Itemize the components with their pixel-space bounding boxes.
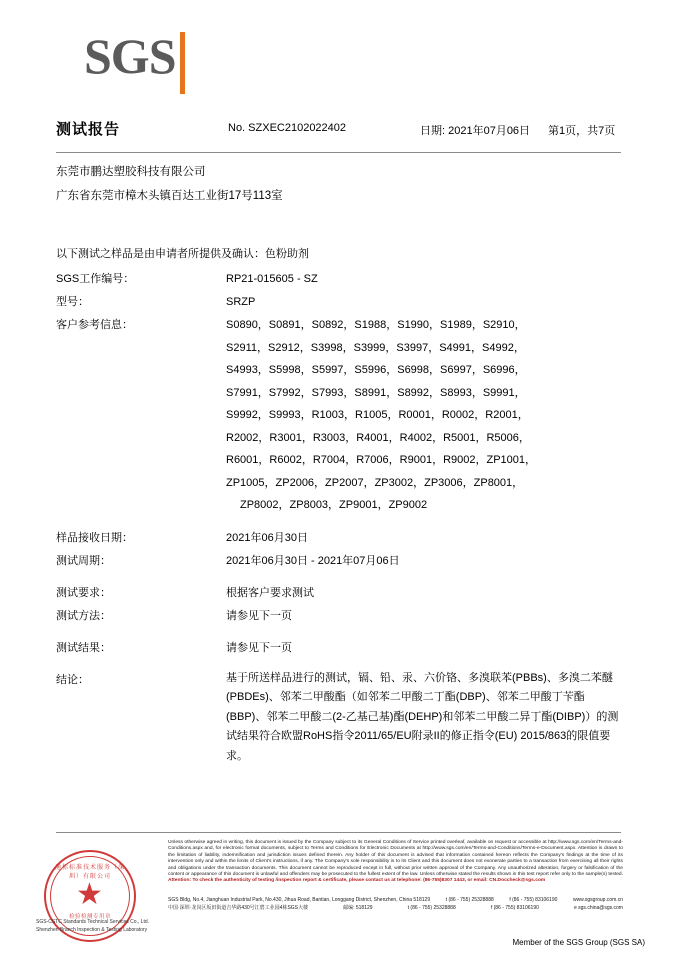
field-conclusion — [56, 669, 621, 767]
field-test-requirement — [56, 582, 621, 604]
field-label: 测试要求： — [56, 586, 111, 599]
footer-address-row-en — [168, 896, 623, 904]
field-list — [56, 268, 621, 767]
field-value: 请参见下一页 — [226, 609, 292, 622]
sgs-logo — [84, 30, 204, 86]
seal-caption-line-2: Shenzhen Branch Inspection & Testing Laboratory — [36, 927, 148, 933]
field-value: 2021年06月30日 - 2021年07月06日 — [226, 554, 400, 567]
footer-email-cn[interactable]: e sgs.china@sgs.com — [573, 905, 623, 911]
field-value: 根据客户要求测试 — [226, 586, 314, 599]
footer-address-en: SGS Bldg, No.4, Jianghuan Industrial Park, No.430, Jihua Road, Bantian, Longgang District, Shenzhen, China 518129 — [168, 897, 431, 903]
field-value: 2021年06月30日 — [226, 531, 308, 544]
field-label: 样品接收日期： — [56, 531, 133, 544]
page-indicator: 第1页，共7页 — [548, 125, 616, 137]
footer-address-block — [168, 896, 623, 912]
field-client-reference — [56, 314, 621, 517]
company-name: 东莞市鹏达塑胶科技有限公司 — [56, 166, 206, 178]
sample-statement: 以下测试之样品是由申请者所提供及确认：色粉助剂 — [56, 248, 309, 260]
seal-caption-line-1: SGS-CSTC Standards Technical Services Co., Ltd. — [36, 919, 150, 925]
page-title: 测试报告 — [56, 121, 121, 138]
footer-website[interactable]: www.sgsgroup.com.cn — [572, 897, 623, 903]
footer-tel-cn: t (86 - 755) 25328888 — [407, 905, 456, 911]
field-received-date — [56, 527, 621, 549]
seal-top-text: 通标标准技术服务（深圳）有限公司 — [54, 865, 125, 880]
footer-tel-en: t (86 - 755) 25328888 — [445, 897, 494, 903]
client-reference-values — [226, 314, 621, 517]
seal-caption — [36, 918, 166, 934]
footer-fax-en: f (86 - 755) 83106190 — [509, 897, 558, 903]
logo-text: SGS — [84, 28, 176, 84]
header-divider — [56, 152, 621, 153]
client-ref-line: S0890，S0891，S0892，S1988，S1990，S1989，S2910， — [226, 319, 526, 331]
field-test-period — [56, 550, 621, 572]
footer-address-row-cn — [168, 904, 623, 912]
field-label: 测试周期： — [56, 554, 111, 567]
field-label: 型号： — [56, 296, 89, 308]
seal-bottom-text: 检验检测专用章 — [68, 914, 111, 920]
client-ref-line: R6001，R6002，R7004，R7006，R9001，R9002，ZP1001， — [226, 454, 537, 466]
footer-member-note: Member of the SGS Group (SGS SA) — [512, 938, 645, 947]
client-ref-line: ZP8002，ZP8003，ZP9001，ZP9002 — [240, 499, 428, 511]
client-ref-line: S2911，S2912，S3998，S3999，S3997，S4991，S4992， — [226, 341, 525, 354]
field-test-method — [56, 605, 621, 627]
field-label: 结论： — [56, 673, 89, 686]
field-job-no — [56, 268, 621, 290]
footer-divider — [56, 832, 621, 833]
footer-terms — [168, 840, 623, 885]
report-number: No. SZXEC2102022402 — [228, 122, 347, 134]
field-label: 客户参考信息： — [56, 319, 133, 331]
field-label: SGS工作编号： — [56, 273, 135, 285]
footer-address-cn: 中国·深圳·龙岗区坂田街道吉华路430号江碧工业园4栋SGS大楼 — [168, 905, 309, 911]
star-icon: ★ — [76, 878, 103, 911]
footer-terms-text: Unless otherwise agreed in writing, this document is issued by the Company subject to its General Conditions of Service printed overleaf, available on request or accessible at http://www.sgs.com/en/Terms-and-Conditions.aspx and, for electronic format documents, subject to Terms and Conditions for Electronic Documents at http://www.sgs.com/en/Terms-and-Conditions/Terms-e-Document.aspx. Attention is drawn to the limitation of liability, indemnification and jurisdiction issues defined therein. Any holder of this document is advised that information contained hereon reflects the Company's findings at the time of its intervention only and within the limits of Client's instructions, if any. The Company's sole responsibility is to its Client and this document does not exonerate parties to a transaction from exercising all their rights and obligations under the transaction documents. This document cannot be reproduced except in full, without prior written approval of the Company. Any unauthorized alteration, forgery or falsification of the content or appearance of this document is unlawful and offenders may be prosecuted to the fullest extent of the law. Unless otherwise stated the results shown in this test report refer only to the sample(s) tested. — [168, 840, 623, 878]
client-ref-line: S7991，S7992，S7993，S8991，S8992，S8993，S9991， — [226, 386, 526, 399]
report-header — [56, 118, 621, 152]
client-ref-line: R2002，R3001，R3003，R4001，R4002，R5001，R5006， — [226, 431, 530, 444]
conclusion-text: 基于所送样品进行的测试，镉、铅、汞、六价铬、多溴联苯(PBBs)、多溴二苯醚(PBDEs)、邻苯二甲酸酯（如邻苯二甲酸二丁酯(DBP)、邻苯二甲酸丁苄酯(BBP)、邻苯二甲酸二(2-乙基己基)酯(DEHP)和邻苯二甲酸二异丁酯(DIBP)）的测试结果符合欧盟RoHS指令2011/65/EU附录II的修正指令(EU) 2015/863的限值要求。 — [226, 671, 619, 762]
client-ref-line: S4993，S5998，S5997，S5996，S6998，S6997，S6996， — [226, 364, 526, 376]
company-address: 广东省东莞市樟木头镇百达工业街17号113室 — [56, 190, 283, 202]
field-label: 测试结果： — [56, 641, 111, 654]
field-model — [56, 291, 621, 313]
company-block — [56, 160, 283, 208]
footer-attention-text: Attention: To check the authenticity of testing /inspection report & certificate, please contact us at telephone: (86-755)8307 1443, or email: CN.Doccheck@sgs.com — [168, 878, 546, 884]
report-date: 日期: 2021年07月06日 — [420, 125, 531, 137]
footer-fax-cn: f (86 - 755) 83106190 — [490, 905, 539, 911]
field-value: 请参见下一页 — [226, 641, 292, 654]
field-value: SRZP — [226, 296, 256, 308]
field-test-result — [56, 637, 621, 659]
field-label: 测试方法： — [56, 609, 111, 622]
client-ref-line: S9992，S9993，R1003，R1005，R0001，R0002，R2001， — [226, 409, 529, 421]
footer-zip-cn: 邮编: 518129 — [343, 905, 373, 911]
field-value: RP21-015605 - SZ — [226, 273, 318, 285]
client-ref-line: ZP1005，ZP2006，ZP2007，ZP3002，ZP3006，ZP8001， — [226, 476, 524, 489]
